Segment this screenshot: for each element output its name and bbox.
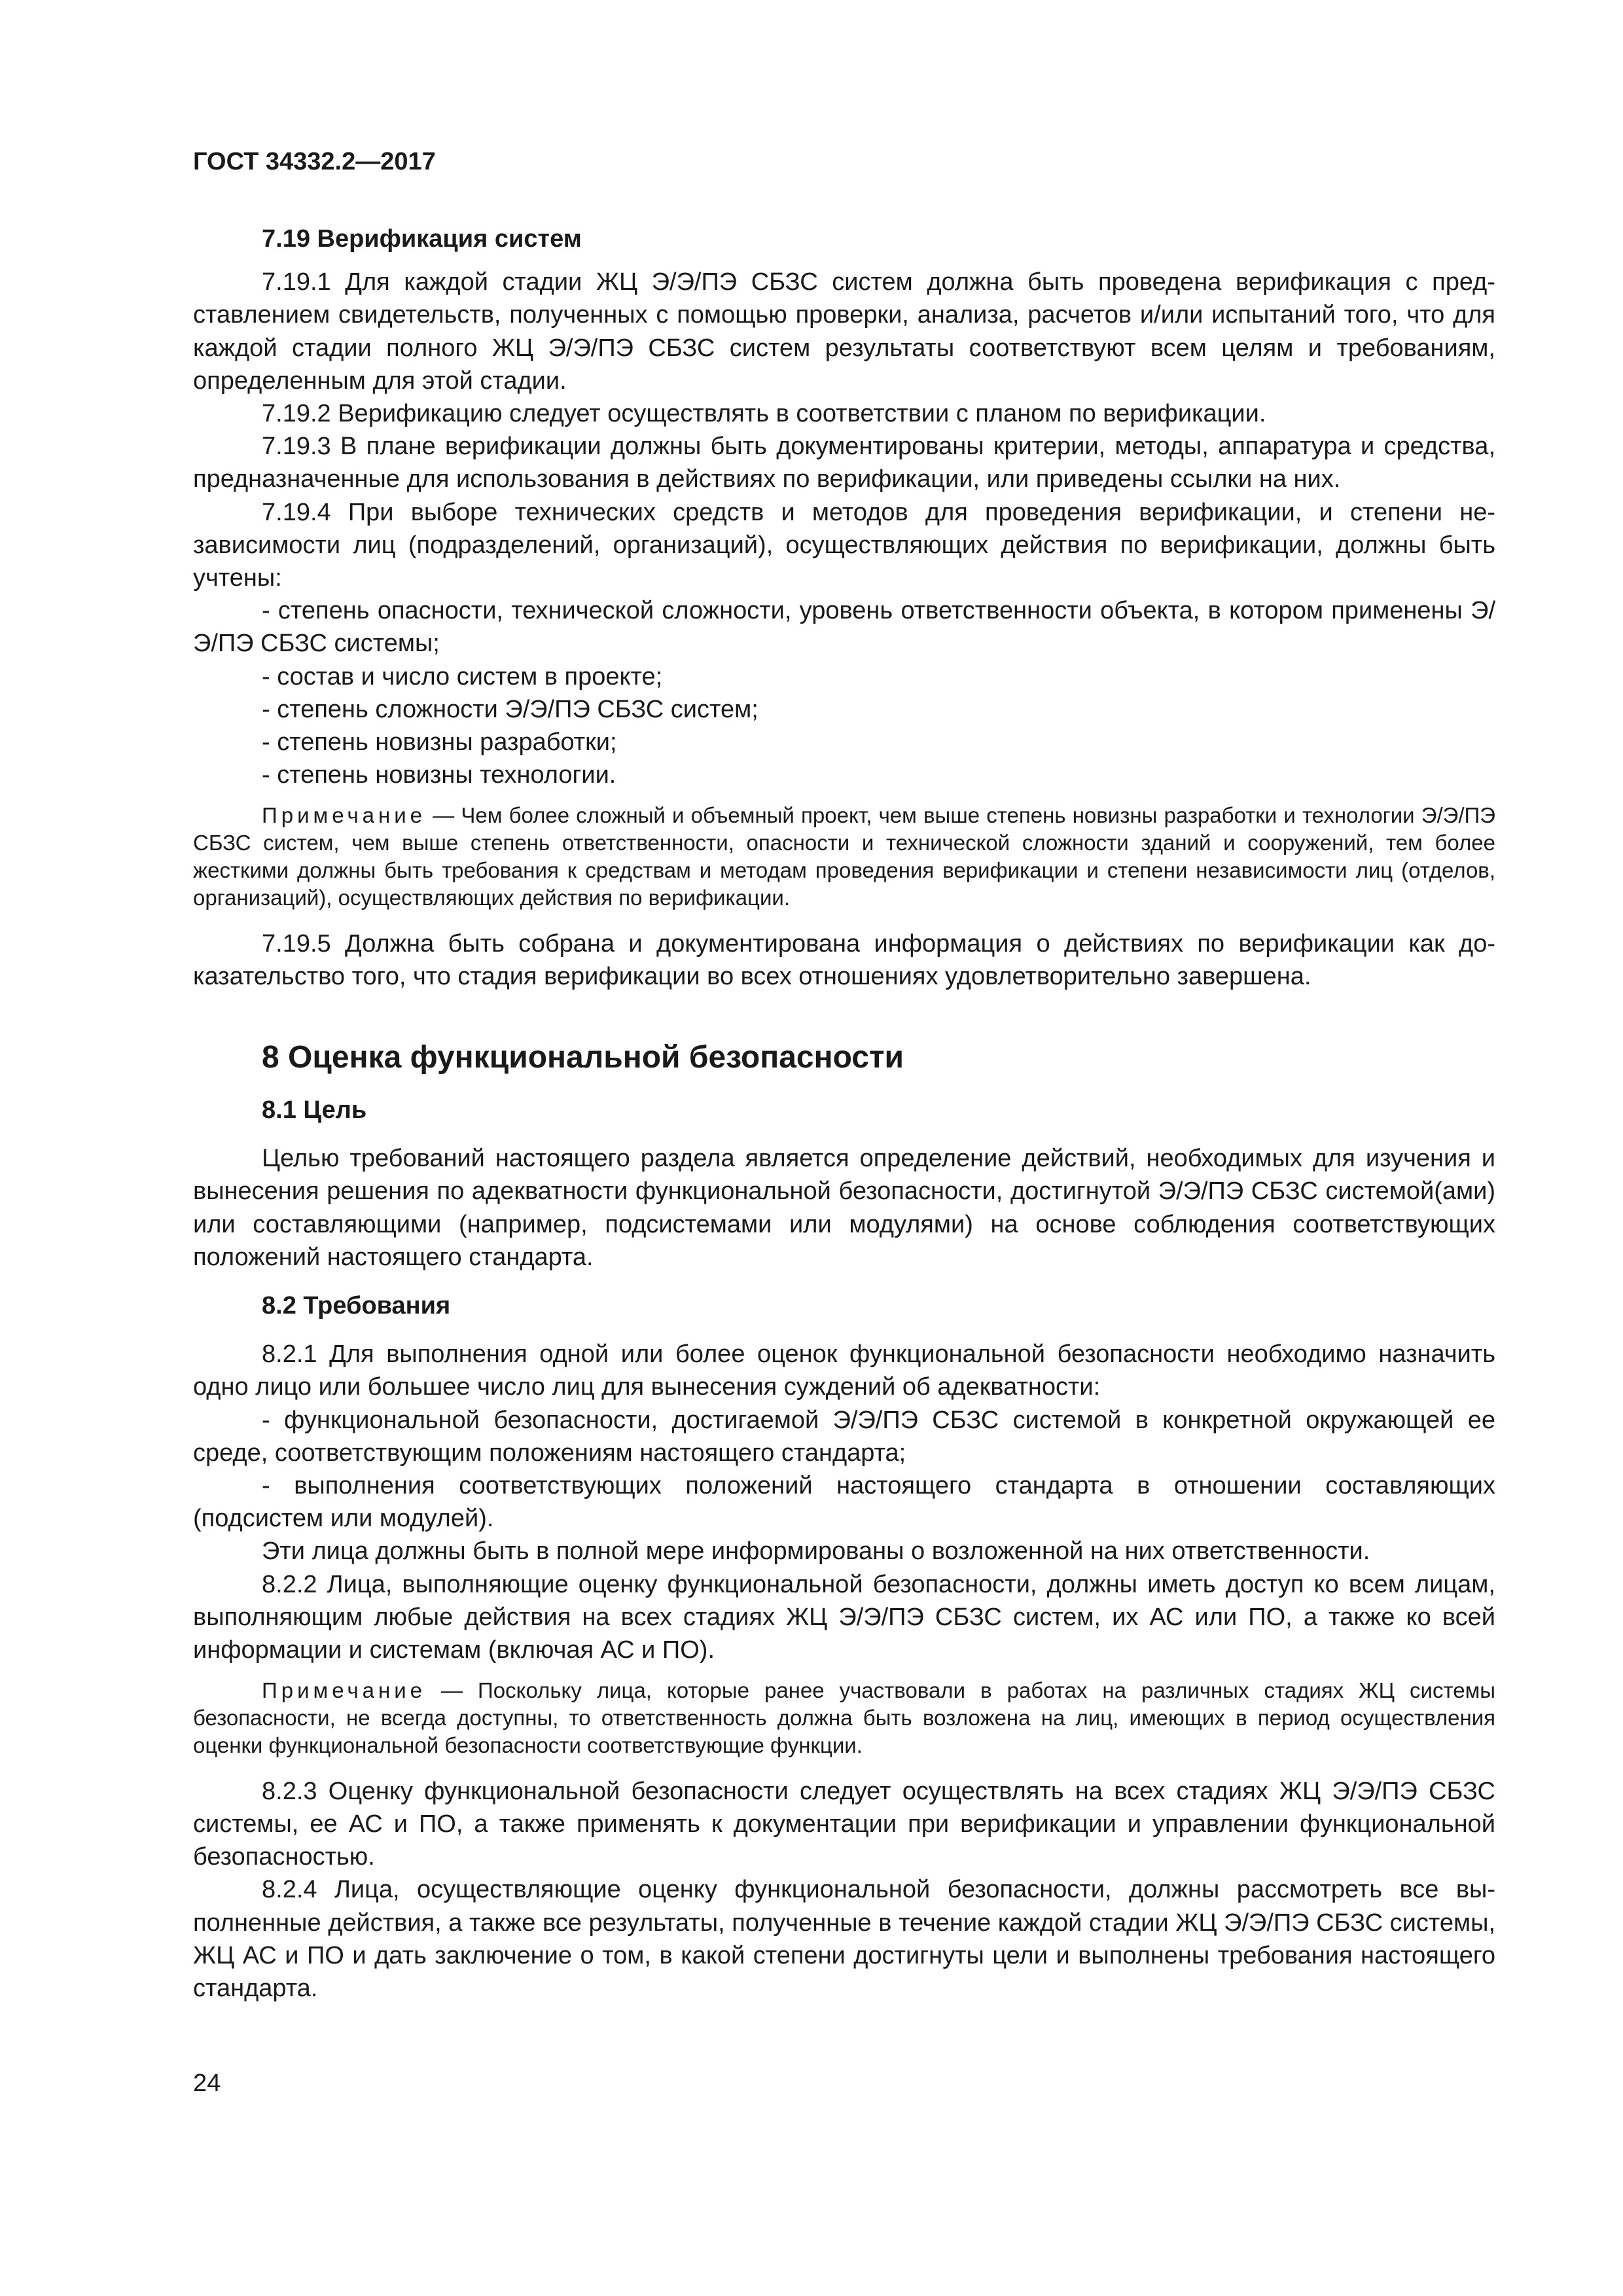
paragraph-8-1: Целью требований настоящего раздела является определение действий, необходимых для изучения и вынесения решения по адекватности функциональной безопасности, достигнутой Э/Э/ПЭ СБЗС системой(ами) или составляющими (например, подсистемами или модулями) на основе соблюдения соответствующих положений настоящего стандарта.	[193, 1145, 1495, 1271]
page-number: 24	[193, 2070, 221, 2097]
paragraph-7-19-2: 7.19.2 Верификацию следует осуществлять в соответствии с планом по верификации.	[262, 400, 1266, 428]
note-text: — Чем более сложный и объемный проект, чем выше степень новизны разработки и технологии Э/Э/ПЭ СБЗС систем, чем выше степень ответственности, опасности и технической сложности зданий и сооружений, тем более жесткими должны быть требования к средствам и методам проведения верификации и степени независимости лиц (отделов, организаций), осуществляющих действия по верификации.	[193, 803, 1495, 910]
note-text: — Поскольку лица, которые ранее участвовали в работах на различных стадиях ЖЦ системы безопасности, не всегда доступны, то ответственность должна быть возложена на лиц, имеющих в период осуществления оценки функциональной безопасности соответствующие функции.	[193, 1678, 1495, 1757]
paragraph-8-2-1: 8.2.1 Для выполнения одной или более оценок функциональной безопасности необходимо назначить одно лицо или большее число лиц для вынесения суждений об адекватности:	[193, 1340, 1495, 1401]
paragraph-8-2-4: 8.2.4 Лица, осуществляющие оценку функциональной безопасности, должны рассмотреть все выполненные действия, а также все результаты, полученные в течение каждой стадии ЖЦ Э/Э/ПЭ СБЗС системы, ЖЦ АС и ПО и дать заключение о том, в какой степени достигнуты цели и выполнены требования настоящего стандарта.	[193, 1876, 1495, 2002]
list-item: - степень новизны разработки;	[262, 728, 617, 757]
note-label: Примечание	[262, 803, 427, 828]
section-8-heading: 8 Оценка функциональной безопасности	[262, 1040, 904, 1075]
paragraph-7-19-4: 7.19.4 При выборе технических средств и методов для проведения верификации, и степени независимости лиц (подразделений, организаций), осуществляющих действия по верификации, должны быть учтены:	[193, 498, 1495, 592]
list-item: - степень опасности, технической сложности, уровень ответственности объекта, в котором применены Э/Э/ПЭ СБЗС системы;	[193, 597, 1495, 658]
section-8-2-heading: 8.2 Требования	[262, 1292, 451, 1320]
list-item: - выполнения соответствующих положений настоящего стандарта в отношении составляющих (подсистем или модулей).	[193, 1472, 1495, 1533]
paragraph-8-2-3: 8.2.3 Оценку функциональной безопасности следует осуществлять на всех стадиях ЖЦ Э/Э/ПЭ СБЗС системы, ее АС и ПО, а также применять к документации при верификации и управлении функциональной безопасностью.	[193, 1777, 1495, 1871]
paragraph-7-19-3: 7.19.3 В плане верификации должны быть документированы критерии, методы, аппаратура и средства, предназначенные для использования в действиях по верификации, или приведены ссылки на них.	[193, 433, 1495, 493]
list-item: - состав и число систем в проекте;	[262, 662, 663, 691]
document-body	[193, 223, 1495, 2005]
section-7-19-heading: 7.19 Верификация систем	[262, 225, 582, 253]
list-item: - степень сложности Э/Э/ПЭ СБЗС систем;	[262, 695, 758, 723]
note-label: Примечание	[262, 1678, 427, 1703]
note-7-19	[193, 802, 1495, 911]
note-8-2-2	[193, 1677, 1495, 1759]
paragraph-7-19-1: 7.19.1 Для каждой стадии ЖЦ Э/Э/ПЭ СБЗС систем должна быть проведена верификация с представлением свидетельств, полученных с помощью проверки, анализа, расчетов и/или испытаний того, что для каждой стадии полного ЖЦ Э/Э/ПЭ СБЗС систем результаты соответствуют всем целям и требованиям, определенным для этой стадии.	[193, 268, 1495, 395]
document-code: ГОСТ 34332.2—2017	[193, 148, 436, 175]
list-item: - функциональной безопасности, достигаемой Э/Э/ПЭ СБЗС системой в конкретной окружающей ее среде, соответствующим положениям настоящего стандарта;	[193, 1406, 1495, 1467]
list-item: - степень новизны технологии.	[262, 761, 616, 789]
paragraph-7-19-5: 7.19.5 Должна быть собрана и документирована информация о действиях по верификации как доказательство того, что стадия верификации во всех отношениях удовлетворительно завершена.	[193, 929, 1495, 990]
section-8-1-heading: 8.1 Цель	[262, 1096, 367, 1124]
paragraph-8-2-1-b: Эти лица должны быть в полной мере информированы о возложенной на них ответственности.	[262, 1537, 1370, 1566]
paragraph-8-2-2: 8.2.2 Лица, выполняющие оценку функциональной безопасности, должны иметь доступ ко всем лицам, выполняющим любые действия на всех стадиях ЖЦ Э/Э/ПЭ СБЗС систем, их АС или ПО, а также ко всей информации и системам (включая АС и ПО).	[193, 1570, 1495, 1664]
